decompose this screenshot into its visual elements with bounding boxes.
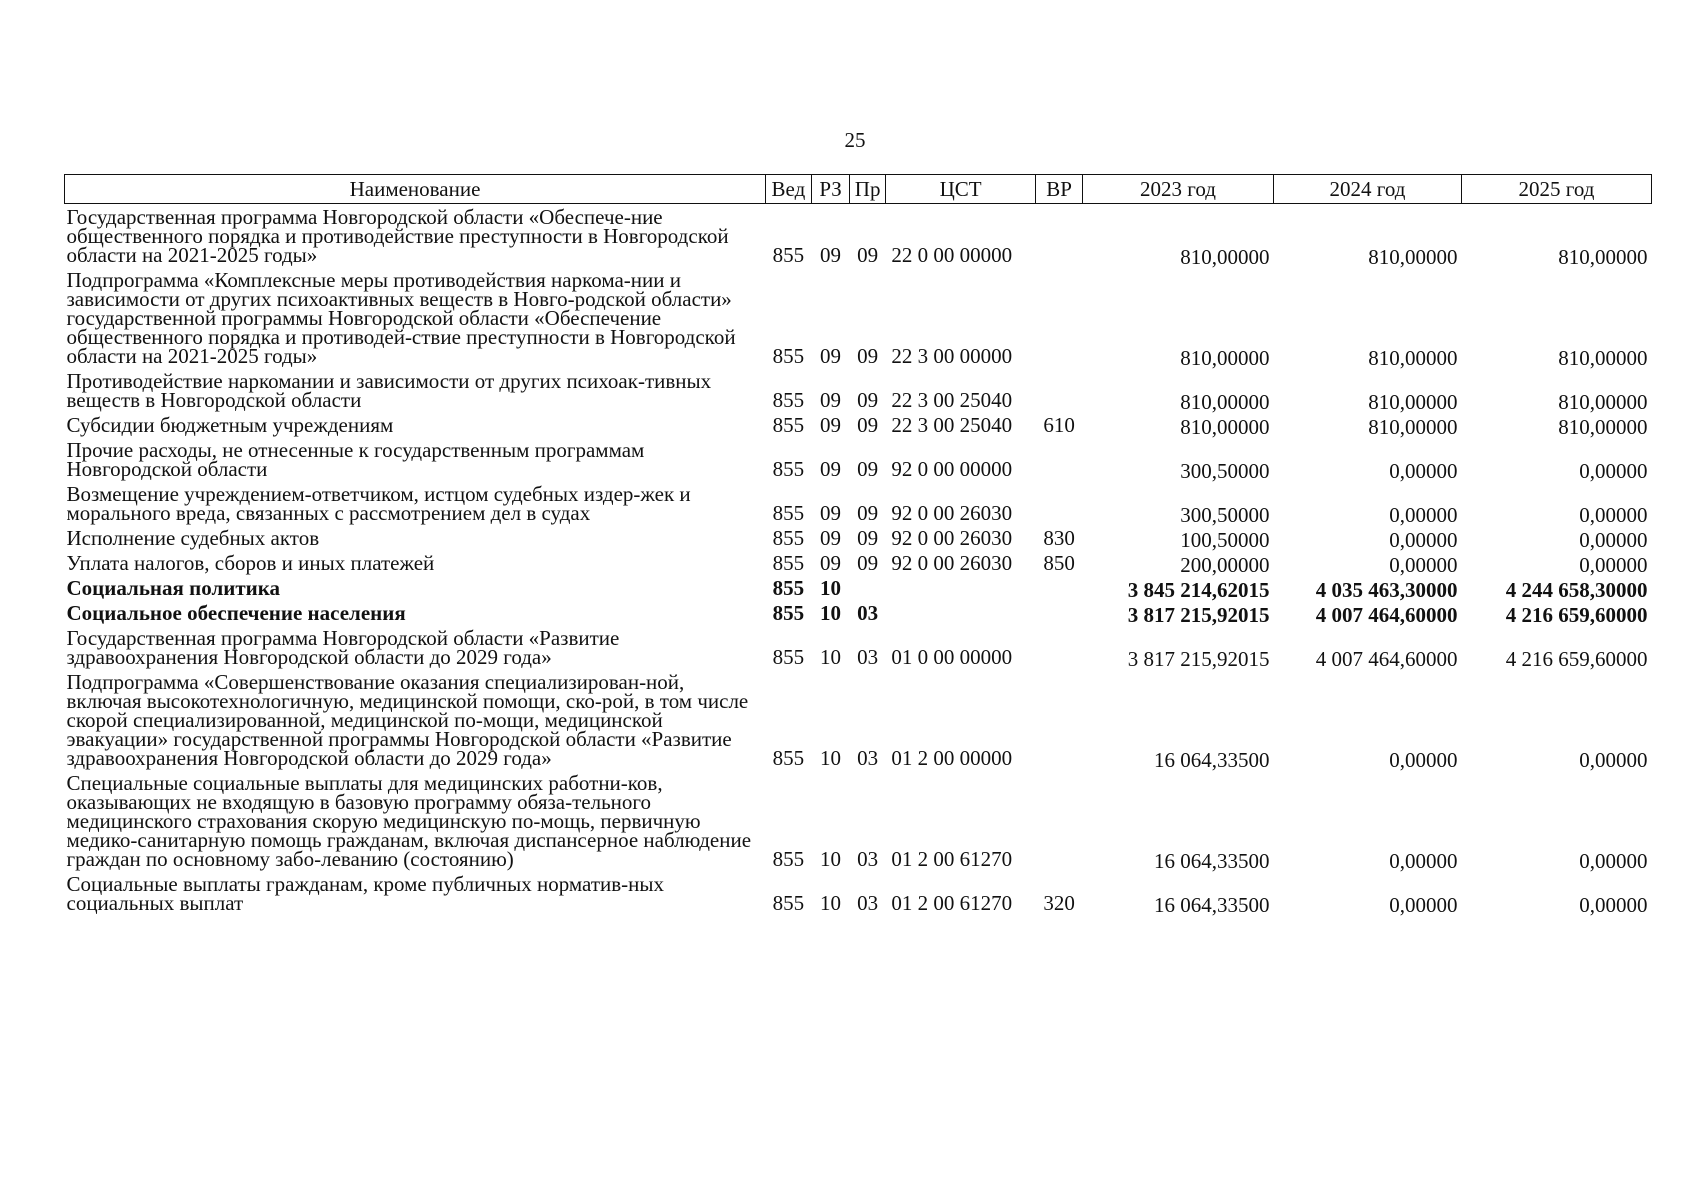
- table-row: [65, 267, 1652, 368]
- row-2024-cell: 0,00000: [1389, 459, 1458, 483]
- row-pr-cell: 09: [857, 551, 879, 575]
- row-2025-cell: 0,00000: [1579, 528, 1648, 552]
- header-name: Наименование: [65, 175, 766, 204]
- row-name-cell: Возмещение учреждением-ответчиком, истцом судебных издер-жек и морального вреда, связанных с рассмотрением дел в судах: [66, 482, 691, 525]
- table-row: [65, 600, 1652, 625]
- row-name-cell: Прочие расходы, не отнесенные к государственным программам Новгородской области: [66, 438, 645, 481]
- row-vr-cell: [1036, 669, 1083, 770]
- row-vr-cell: [1036, 437, 1083, 481]
- row-pr-cell: 03: [857, 601, 879, 625]
- row-ved-cell: 855: [772, 891, 805, 915]
- table-row: [65, 204, 1652, 268]
- row-2024-cell: 810,00000: [1368, 346, 1458, 370]
- row-ved-cell: 855: [772, 344, 805, 368]
- row-rz-cell: 10: [820, 576, 842, 600]
- row-rz-cell: 09: [820, 551, 842, 575]
- row-2024-cell: 0,00000: [1389, 503, 1458, 527]
- row-vr-cell: 610: [1043, 413, 1075, 437]
- table-row: [65, 669, 1652, 770]
- row-name-cell: Подпрограмма «Совершенствование оказания специализирован-ной, включая высокотехнологичную, медицинской помощи, ско-рой, в том числе скорой специализированной, медицинской по-мощи, медицинской эвакуации» государственной программы Новгородской области «Развитие здравоохранения Новгородской области до 2029 года»: [66, 670, 749, 770]
- row-rz-cell: 09: [820, 457, 842, 481]
- row-2023-cell: 300,50000: [1180, 459, 1270, 483]
- table-body: [65, 204, 1652, 916]
- row-ved-cell: 855: [772, 526, 805, 550]
- row-vr-cell: [1036, 267, 1083, 368]
- header-vr: ВР: [1036, 175, 1083, 204]
- row-vr-cell: [1036, 770, 1083, 871]
- row-2024-cell: 4 007 464,60000: [1315, 647, 1458, 671]
- row-2023-cell: 810,00000: [1180, 245, 1270, 269]
- header-2024: 2024 год: [1273, 175, 1461, 204]
- row-2024-cell: 810,00000: [1368, 415, 1458, 439]
- row-vr-cell: [1036, 204, 1083, 268]
- row-ved-cell: 855: [772, 413, 805, 437]
- row-2025-cell: 810,00000: [1558, 346, 1648, 370]
- row-pr-cell: 03: [857, 891, 879, 915]
- row-vr-cell: [1036, 600, 1083, 625]
- header-2025: 2025 год: [1461, 175, 1651, 204]
- row-2023-cell: 300,50000: [1180, 503, 1270, 527]
- table-row: [65, 575, 1652, 600]
- row-2025-cell: 0,00000: [1579, 849, 1648, 873]
- table-header-row: [65, 175, 1652, 204]
- row-2023-cell: 16 064,33500: [1153, 849, 1270, 873]
- row-2025-cell: 4 216 659,60000: [1505, 603, 1648, 627]
- row-ved-cell: 855: [772, 746, 805, 770]
- row-2023-cell: 810,00000: [1180, 346, 1270, 370]
- row-2025-cell: 4 216 659,60000: [1505, 647, 1648, 671]
- row-ved-cell: 855: [772, 576, 805, 600]
- row-rz-cell: 09: [820, 501, 842, 525]
- row-2024-cell: 0,00000: [1389, 553, 1458, 577]
- row-pr-cell: 09: [857, 413, 879, 437]
- row-rz-cell: 09: [820, 526, 842, 550]
- row-2024-cell: 4 035 463,30000: [1315, 578, 1458, 602]
- row-2025-cell: 810,00000: [1558, 415, 1648, 439]
- row-vr-cell: [1036, 625, 1083, 669]
- row-2023-cell: 16 064,33500: [1153, 893, 1270, 917]
- row-2023-cell: 3 817 215,92015: [1127, 647, 1270, 671]
- row-name-cell: Подпрограмма «Комплексные меры противодействия наркома-нии и зависимости от других психоактивных веществ в Новго-родской области» государственной программы Новгородской области «Обеспечение общественного порядка и противодей-ствие преступности в Новгородской области на 2021-2025 годы»: [66, 268, 736, 368]
- row-rz-cell: 10: [820, 746, 842, 770]
- row-vr-cell: [1036, 368, 1083, 412]
- row-cst-cell: 22 3 00 00000: [891, 344, 1013, 368]
- row-ved-cell: 855: [772, 551, 805, 575]
- table-row: [65, 770, 1652, 871]
- header-ved: Вед: [766, 175, 812, 204]
- header-2023: 2023 год: [1082, 175, 1273, 204]
- row-2025-cell: 810,00000: [1558, 245, 1648, 269]
- row-name-cell: Государственная программа Новгородской области «Развитие здравоохранения Новгородской области до 2029 года»: [66, 626, 620, 669]
- row-name-cell: Уплата налогов, сборов и иных платежей: [66, 551, 435, 575]
- row-vr-cell: 850: [1043, 551, 1075, 575]
- row-pr-cell: 09: [857, 501, 879, 525]
- table-row: [65, 437, 1652, 481]
- row-cst-cell: [885, 600, 1035, 625]
- row-cst-cell: 92 0 00 26030: [891, 501, 1013, 525]
- row-2024-cell: 0,00000: [1389, 893, 1458, 917]
- row-vr-cell: 320: [1043, 891, 1075, 915]
- row-rz-cell: 09: [820, 243, 842, 267]
- page-number: 25: [844, 128, 866, 152]
- row-2024-cell: 810,00000: [1368, 390, 1458, 414]
- row-ved-cell: 855: [772, 847, 805, 871]
- row-name-cell: Субсидии бюджетным учреждениям: [66, 413, 394, 437]
- row-cst-cell: 22 3 00 25040: [891, 388, 1013, 412]
- row-rz-cell: 10: [820, 601, 842, 625]
- row-cst-cell: 01 0 00 00000: [891, 645, 1013, 669]
- row-cst-cell: 92 0 00 26030: [891, 551, 1013, 575]
- row-pr-cell: 09: [857, 388, 879, 412]
- row-cst-cell: 01 2 00 00000: [891, 746, 1013, 770]
- row-name-cell: Исполнение судебных актов: [66, 526, 320, 550]
- row-vr-cell: [1036, 481, 1083, 525]
- row-rz-cell: 10: [820, 891, 842, 915]
- row-2024-cell: 810,00000: [1368, 245, 1458, 269]
- row-pr-cell: [850, 575, 886, 600]
- row-cst-cell: 92 0 00 00000: [891, 457, 1013, 481]
- row-2023-cell: 3 817 215,92015: [1127, 603, 1270, 627]
- row-name-cell: Противодействие наркомании и зависимости от других психоак-тивных веществ в Новгородской области: [66, 369, 712, 412]
- row-name-cell: Социальная политика: [66, 576, 281, 600]
- row-2025-cell: 810,00000: [1558, 390, 1648, 414]
- row-2025-cell: 0,00000: [1579, 459, 1648, 483]
- header-pr: Пр: [850, 175, 886, 204]
- row-rz-cell: 09: [820, 344, 842, 368]
- row-2023-cell: 810,00000: [1180, 390, 1270, 414]
- row-2025-cell: 0,00000: [1579, 553, 1648, 577]
- row-2025-cell: 4 244 658,30000: [1505, 578, 1648, 602]
- row-2023-cell: 100,50000: [1180, 528, 1270, 552]
- row-2023-cell: 3 845 214,62015: [1127, 578, 1270, 602]
- row-vr-cell: 830: [1043, 526, 1075, 550]
- row-cst-cell: 22 0 00 00000: [891, 243, 1013, 267]
- row-pr-cell: 09: [857, 344, 879, 368]
- row-2025-cell: 0,00000: [1579, 748, 1648, 772]
- table-row: [65, 550, 1652, 575]
- row-rz-cell: 09: [820, 413, 842, 437]
- row-cst-cell: 92 0 00 26030: [891, 526, 1013, 550]
- row-2025-cell: 0,00000: [1579, 503, 1648, 527]
- row-cst-cell: 01 2 00 61270: [891, 847, 1013, 871]
- row-name-cell: Государственная программа Новгородской области «Обеспече-ние общественного порядка и противодействие преступности в Новгородской области на 2021-2025 годы»: [66, 205, 729, 267]
- row-2023-cell: 810,00000: [1180, 415, 1270, 439]
- row-pr-cell: 03: [857, 645, 879, 669]
- header-rz: РЗ: [811, 175, 850, 204]
- row-ved-cell: 855: [772, 601, 805, 625]
- row-ved-cell: 855: [772, 243, 805, 267]
- row-2024-cell: 0,00000: [1389, 528, 1458, 552]
- row-pr-cell: 03: [857, 847, 879, 871]
- table-row: [65, 871, 1652, 915]
- row-2024-cell: 0,00000: [1389, 748, 1458, 772]
- row-rz-cell: 09: [820, 388, 842, 412]
- row-ved-cell: 855: [772, 388, 805, 412]
- row-vr-cell: [1036, 575, 1083, 600]
- row-ved-cell: 855: [772, 457, 805, 481]
- row-name-cell: Социальное обеспечение населения: [66, 601, 406, 625]
- row-rz-cell: 10: [820, 847, 842, 871]
- row-2024-cell: 4 007 464,60000: [1315, 603, 1458, 627]
- table-row: [65, 481, 1652, 525]
- row-pr-cell: 09: [857, 526, 879, 550]
- table-row: [65, 368, 1652, 412]
- row-ved-cell: 855: [772, 501, 805, 525]
- row-cst-cell: 22 3 00 25040: [891, 413, 1013, 437]
- row-2023-cell: 16 064,33500: [1153, 748, 1270, 772]
- table-row: [65, 412, 1652, 437]
- row-name-cell: Специальные социальные выплаты для медицинских работни-ков, оказывающих не входящую в базовую программу обяза-тельного медицинского страхования скорую медицинскую по-мощь, первичную медико-санитарную помощь гражданам, включая диспансерное наблюдение граждан по основному забо-леванию (состоянию): [66, 771, 752, 871]
- row-cst-cell: 01 2 00 61270: [891, 891, 1013, 915]
- header-cst: ЦСТ: [885, 175, 1035, 204]
- row-rz-cell: 10: [820, 645, 842, 669]
- row-cst-cell: [885, 575, 1035, 600]
- row-pr-cell: 03: [857, 746, 879, 770]
- row-name-cell: Социальные выплаты гражданам, кроме публичных норматив-ных социальных выплат: [66, 872, 664, 915]
- row-2024-cell: 0,00000: [1389, 849, 1458, 873]
- row-2023-cell: 200,00000: [1180, 553, 1270, 577]
- row-2025-cell: 0,00000: [1579, 893, 1648, 917]
- row-pr-cell: 09: [857, 243, 879, 267]
- table-row: [65, 625, 1652, 669]
- row-pr-cell: 09: [857, 457, 879, 481]
- table-row: [65, 525, 1652, 550]
- row-ved-cell: 855: [772, 645, 805, 669]
- budget-table: [64, 174, 1652, 915]
